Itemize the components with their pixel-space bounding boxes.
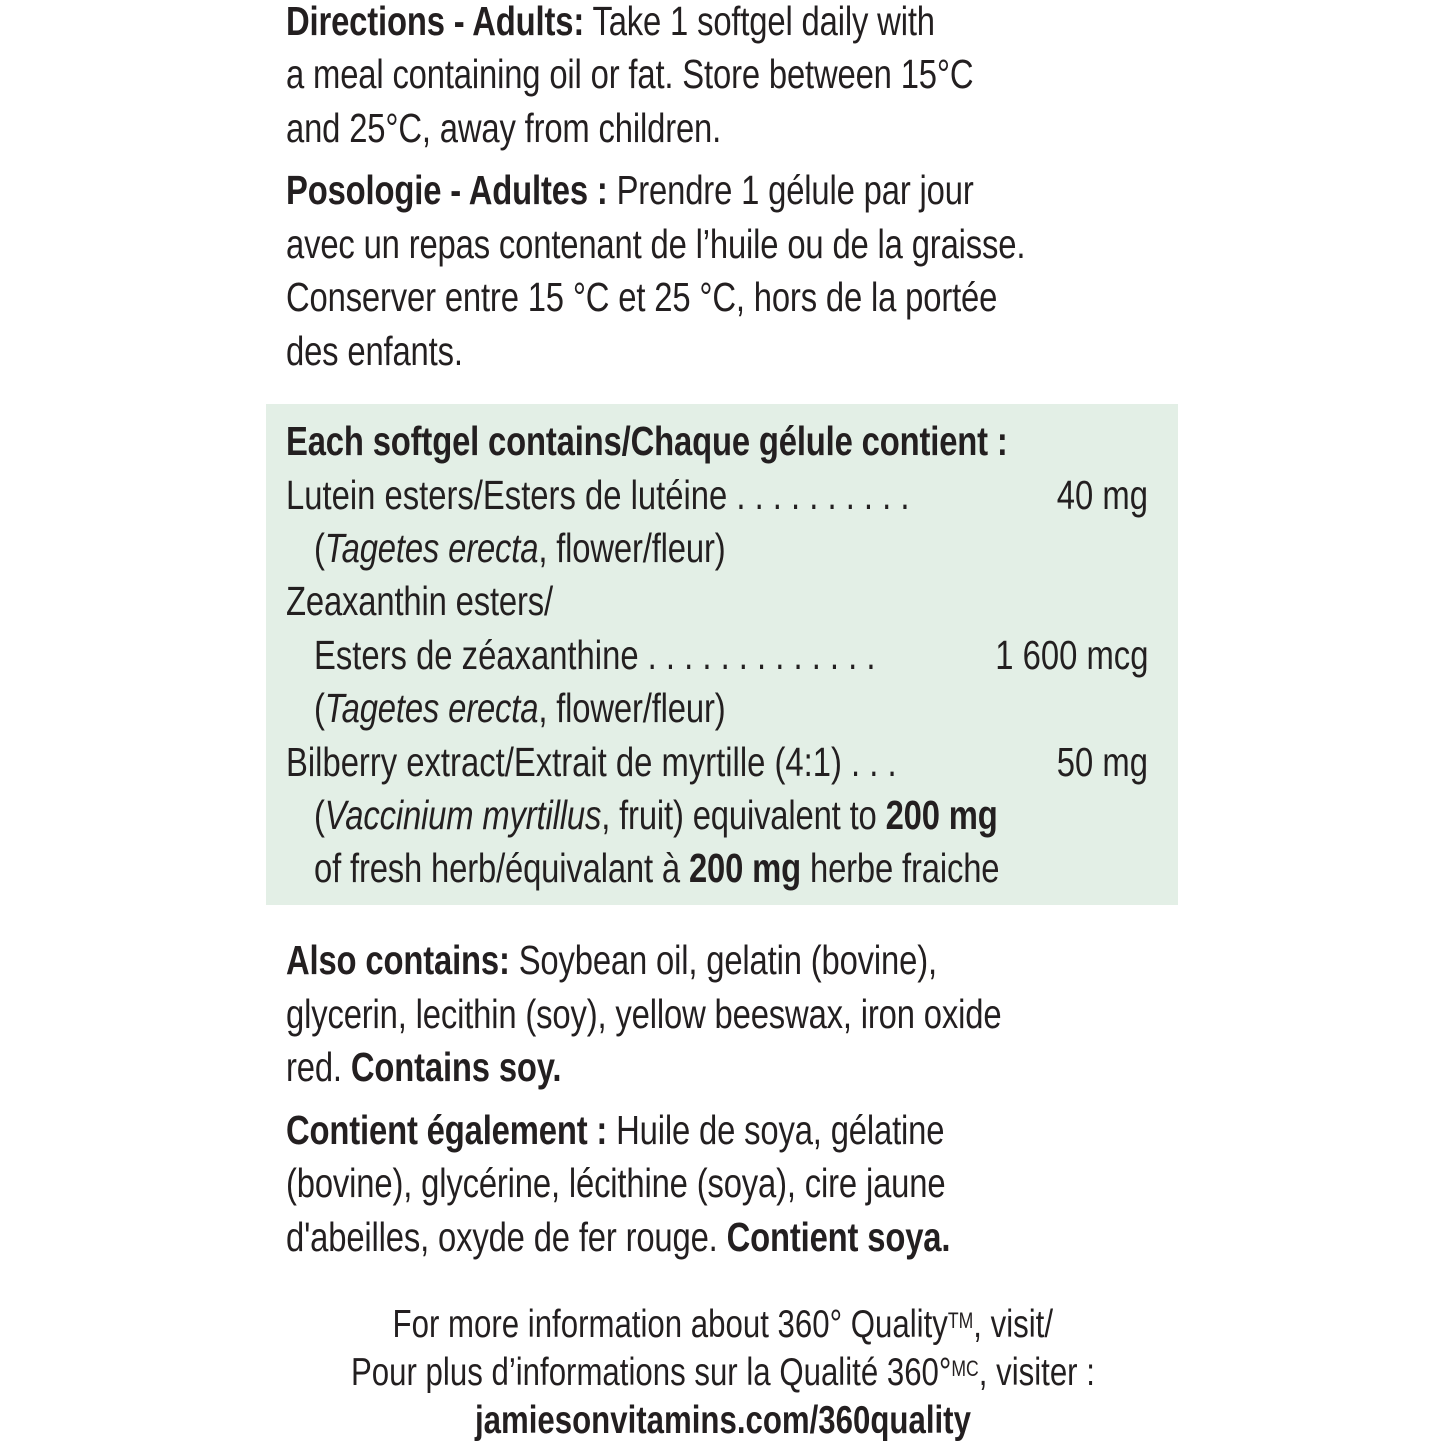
also-contains-en-line-1: Also contains: Soybean oil, gelatin (bovine), xyxy=(286,937,937,983)
also-contains-en-line-2: glycerin, lecithin (soy), yellow beeswax, iron oxide xyxy=(286,991,1002,1037)
also-contains-fr-line-3: d'abeilles, oxyde de fer rouge. Contient soya. xyxy=(286,1214,951,1260)
directions-fr-line-1: Posologie - Adultes : Prendre 1 gélule par jour xyxy=(286,167,974,213)
directions-fr-line-2: avec un repas contenant de l’huile ou de la graisse. xyxy=(286,221,1026,267)
directions-en-line-2: a meal containing oil or fat. Store between 15°C xyxy=(286,51,974,97)
ingredient-amount: 1 600 mcg xyxy=(994,632,1148,678)
ingredient-lutein-source: (Tagetes erecta, flower/fleur) xyxy=(314,525,726,571)
also-contains-fr-line-1: Contient également : Huile de soya, gélatine xyxy=(286,1107,945,1153)
footer-url[interactable] xyxy=(0,1397,1445,1445)
ingredient-amount: 50 mg xyxy=(1056,739,1148,785)
ingredient-name: Lutein esters/Esters de lutéine . . . . . . . . . . xyxy=(286,472,910,518)
directions-en-line-3: and 25°C, away from children. xyxy=(286,105,722,151)
ingredient-zeaxanthin xyxy=(314,628,1148,682)
footer-line-2: Pour plus d’informations sur la Qualité 360°$^{MC}$, visiter : xyxy=(350,1351,1095,1394)
directions-en-line-1: Directions - Adults: Take 1 softgel daily with xyxy=(286,0,935,44)
ingredient-name: Bilberry extract/Extrait de myrtille (4:1) . . . xyxy=(286,739,897,785)
also-contains-en-line-3: red. Contains soy. xyxy=(286,1044,562,1090)
ingredients-heading: Each softgel contains/Chaque gélule contient : xyxy=(286,418,1008,464)
directions-fr-line-4: des enfants. xyxy=(286,328,463,374)
ingredient-amount: 40 mg xyxy=(1056,472,1148,518)
allergen-warning-en: Contains soy. xyxy=(350,1044,562,1090)
ingredient-zeaxanthin-line-1: Zeaxanthin esters/ xyxy=(286,578,553,624)
also-contains-fr-line-2: (bovine), glycérine, lécithine (soya), cire jaune xyxy=(286,1160,946,1206)
ingredient-zeaxanthin-source: (Tagetes erecta, flower/fleur) xyxy=(314,685,726,731)
allergen-warning-fr: Contient soya. xyxy=(726,1214,951,1260)
ingredient-bilberry xyxy=(286,735,1148,789)
directions-fr-line-3: Conserver entre 15 °C et 25 °C, hors de la portée xyxy=(286,274,998,320)
footer-line-1: For more information about 360° Quality™, visit/ xyxy=(392,1303,1053,1346)
ingredient-bilberry-equivalence: of fresh herb/équivalant à 200 mg herbe fraiche xyxy=(314,845,1000,891)
also-contains-en-label: Also contains: xyxy=(286,937,510,983)
directions-fr-label: Posologie - Adultes : xyxy=(286,167,608,213)
also-contains-fr-label: Contient également : xyxy=(286,1107,608,1153)
ingredient-bilberry-source: (Vaccinium myrtillus, fruit) equivalent to 200 mg xyxy=(314,792,998,838)
directions-en-label: Directions - Adults: xyxy=(286,0,585,44)
ingredient-name: Esters de zéaxanthine . . . . . . . . . . . . . xyxy=(314,632,876,678)
ingredient-lutein xyxy=(286,468,1148,522)
website-link[interactable]: jamiesonvitamins.com/360quality xyxy=(474,1399,971,1442)
